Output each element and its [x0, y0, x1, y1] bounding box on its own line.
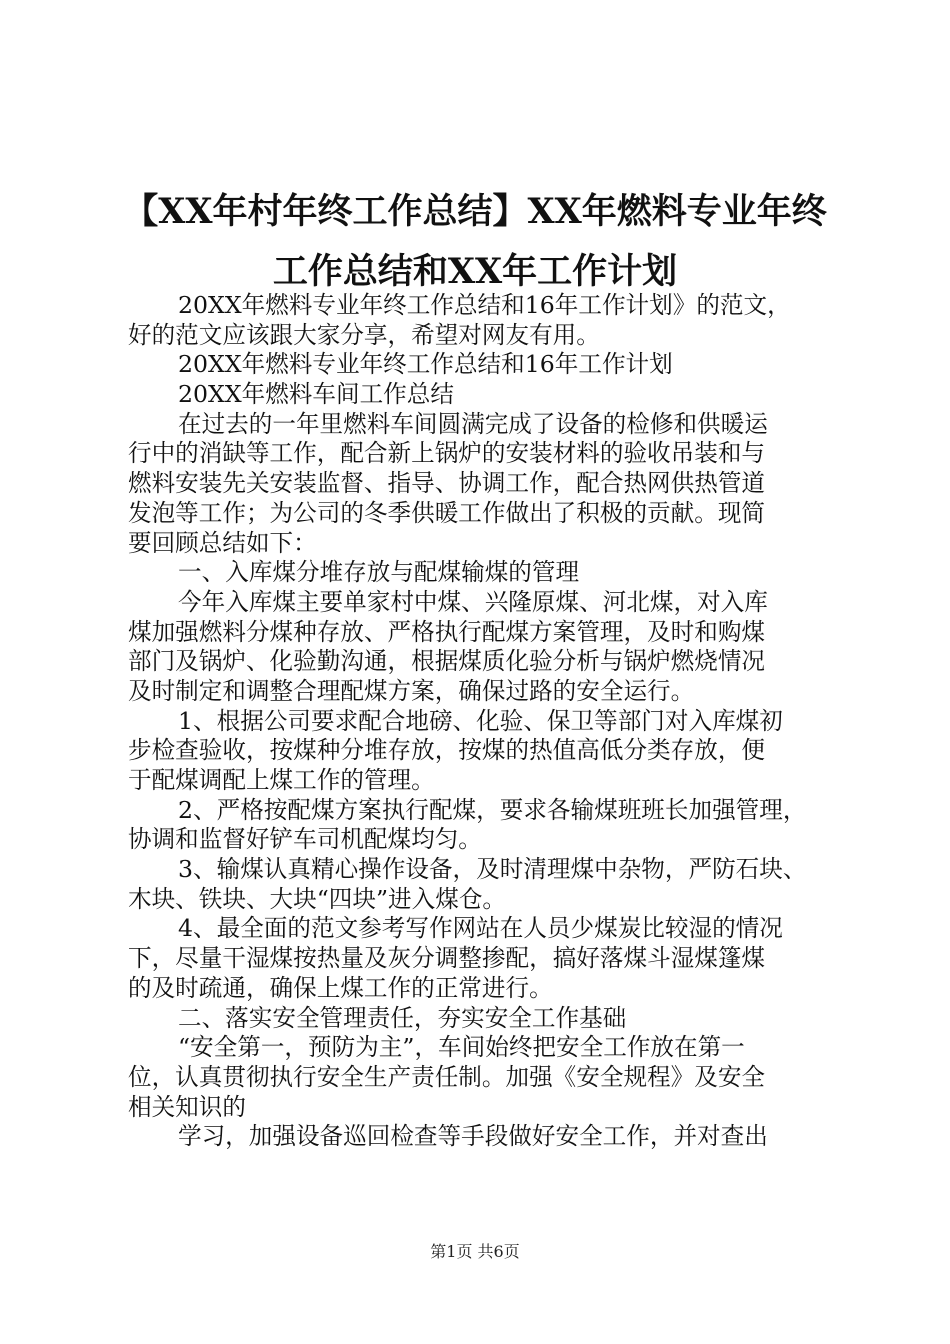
body-line: 好的范文应该跟大家分享，希望对网友有用。	[128, 320, 600, 349]
body-line: 要回顾总结如下：	[128, 528, 317, 557]
document-title-line-2: 工作总结和XX年工作计划	[272, 251, 678, 292]
body-line: 20XX年燃料专业年终工作总结和16年工作计划》的范文，	[178, 291, 791, 319]
body-line: 位，认真贯彻执行安全生产责任制。加强《安全规程》及安全	[128, 1062, 766, 1091]
body-line: 2、严格按配煤方案执行配煤，要求各输煤班班长加强管理，	[178, 795, 807, 824]
body-line: 20XX年燃料专业年终工作总结和16年工作计划	[178, 350, 673, 379]
body-line: 下，尽量干湿煤按热量及灰分调整掺配，搞好落煤斗湿煤篷煤	[128, 944, 766, 973]
body-line: 木块、铁块、大块“四块”进入煤仓。	[128, 884, 507, 913]
body-line: 学习，加强设备巡回检查等手段做好安全工作，并对查出	[178, 1122, 768, 1151]
body-line: 4、最全面的范文参考写作网站在人员少煤炭比较湿的情况	[178, 914, 783, 943]
body-line: 步检查验收，按煤种分堆存放，按煤的热值高低分类存放，便	[128, 736, 766, 765]
body-line: 今年入库煤主要单家村中煤、兴隆原煤、河北煤，对入库	[178, 587, 768, 616]
body-line: 相关知识的	[128, 1092, 246, 1121]
body-line: 部门及锅炉、化验勤沟通，根据煤质化验分析与锅炉燃烧情况	[128, 647, 766, 676]
body-line: 行中的消缺等工作，配合新上锅炉的安装材料的验收吊装和与	[128, 439, 766, 468]
body-line: 的及时疏通，确保上煤工作的正常进行。	[128, 973, 553, 1002]
body-line: 1、根据公司要求配合地磅、化验、保卫等部门对入库煤初	[178, 706, 783, 735]
page-footer: 第1页 共6页	[430, 1242, 520, 1261]
body-line: 燃料安装先关安装监督、指导、协调工作，配合热网供热管道	[128, 469, 766, 498]
body-line: 二、落实安全管理责任，夯实安全工作基础	[178, 1003, 627, 1032]
body-line: 煤加强燃料分煤种存放、严格执行配煤方案管理，及时和购煤	[128, 617, 766, 646]
body-line: “安全第一，预防为主”，车间始终把安全工作放在第一	[178, 1033, 745, 1062]
body-line: 发泡等工作；为公司的冬季供暖工作做出了积极的贡献。现简	[128, 498, 766, 527]
body-line: 一、入库煤分堆存放与配煤输煤的管理	[178, 558, 580, 587]
document-body	[128, 291, 830, 1152]
body-line: 3、输煤认真精心操作设备，及时清理煤中杂物，严防石块、	[178, 855, 807, 884]
body-line: 在过去的一年里燃料车间圆满完成了设备的检修和供暖运	[178, 409, 768, 438]
document-title-line-1: 【XX年村年终工作总结】XX年燃料专业年终	[123, 191, 827, 232]
body-line: 20XX年燃料车间工作总结	[178, 380, 454, 409]
body-line: 及时制定和调整合理配煤方案，确保过路的安全运行。	[128, 676, 695, 705]
body-line: 于配煤调配上煤工作的管理。	[128, 766, 435, 794]
body-line: 协调和监督好铲车司机配煤均匀。	[128, 825, 482, 854]
